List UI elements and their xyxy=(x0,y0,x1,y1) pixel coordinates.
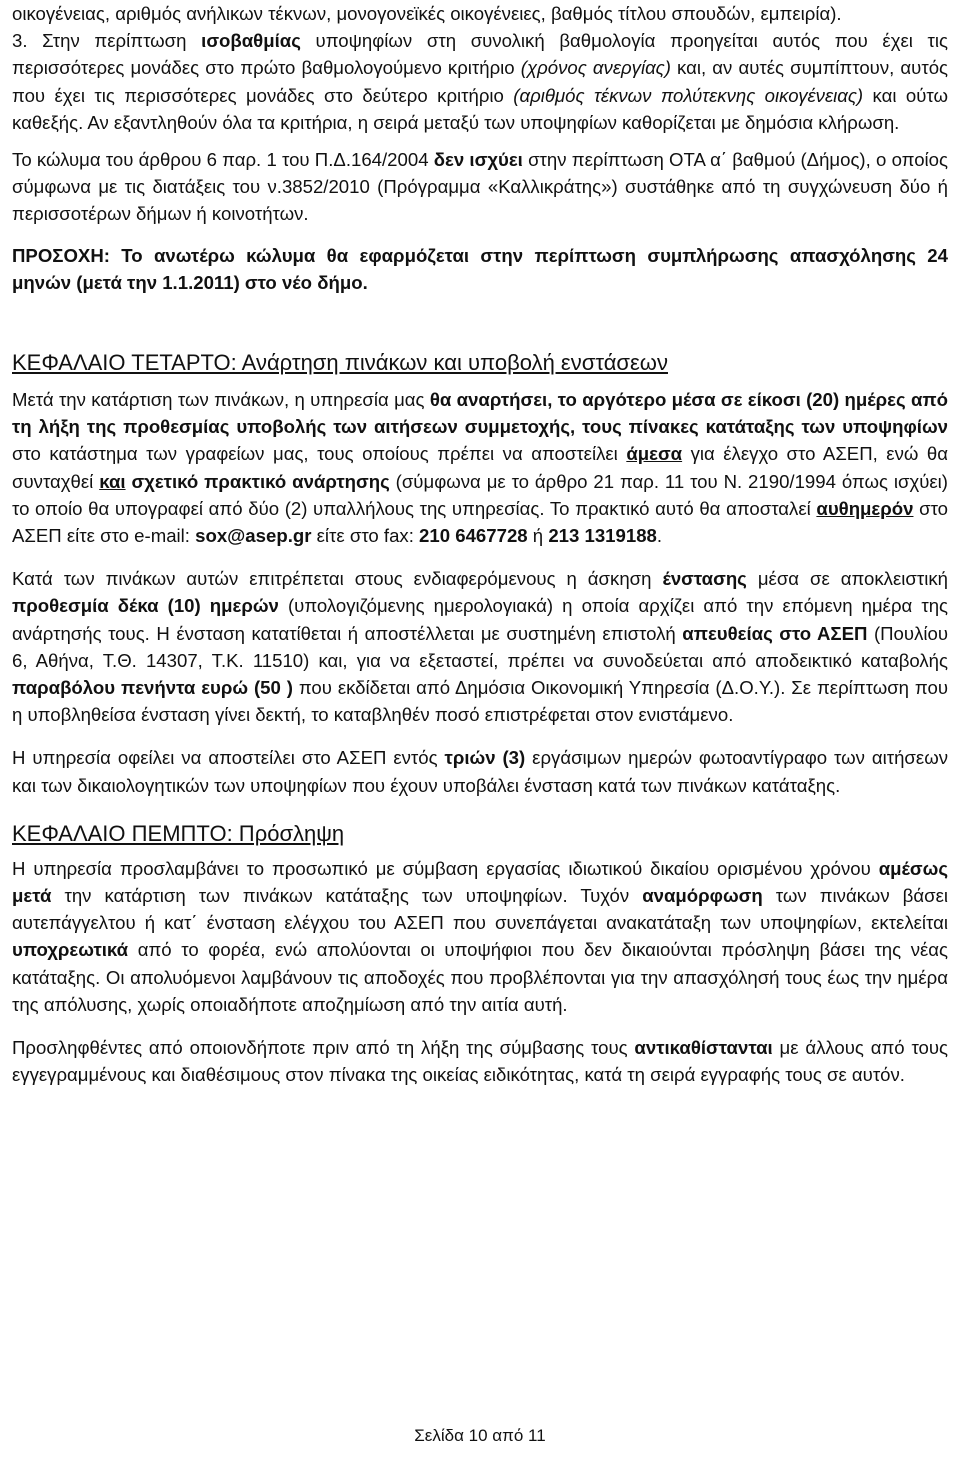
paragraph-objection: Κατά των πινάκων αυτών επιτρέπεται στους ενδιαφερόμενους η άσκηση ένστασης μέσα σε αποκλειστική προθεσμία δέκα (10) ημερών (υπολογιζόμενης ημερολογιακά) η οποία αρχίζει από την επόμενη ημέρα της ανάρτησής τους. Η ένσταση κατατίθεται ή αποστέλλεται με συστημένη επιστολή απευθείας στο ΑΣΕΠ (Πουλίου 6, Αθήνα, Τ.Θ. 14307, Τ.Κ. 11510) και, για να εξεταστεί, πρέπει να συνοδεύεται από αποδεικτικό καταβολής παραβόλου πενήντα ευρώ (50 ) που εκδίδεται από Δημόσια Οικονομική Υπηρεσία (Δ.Ο.Υ.). Σε περίπτωση που η υποβληθείσα ένσταση γίνει δεκτή, το καταβληθέν ποσό επιστρέφεται στον ενιστάμενο. xyxy=(12,568,949,726)
paragraph-replacement: Προσληφθέντες από οποιονδήποτε πριν από τη λήξη της σύμβασης τους αντικαθίστανται με άλλους από τους εγγεγραμμένους και διαθέσιμους στον πίνακα της οικείας ειδικότητας, κατά τη σειρά εγγραφής τους σε αυτόν. xyxy=(12,1037,949,1086)
paragraph-posting: Μετά την κατάρτιση των πινάκων, η υπηρεσία μας θα αναρτήσει, το αργότερο μέσα σε είκοσι (20) ημέρες από τη λήξη της προθεσμίας υποβολής των αιτήσεων συμμετοχής, τους πίνακες κατάταξης των υποψηφίων στο κατάστημα των γραφείων μας, τους οποίους πρέπει να αποστείλει άμεσα για έλεγχο στο ΑΣΕΠ, ενώ θα συνταχθεί και σχετικό πρακτικό ανάρτησης (σύμφωνα με το άρθρο 21 παρ. 11 του Ν. 2190/1994 όπως ισχύει) το οποίο θα υπογραφεί από δύο (2) υπαλλήλους της υπηρεσίας. Το πρακτικό αυτό θα αποσταλεί αυθημερόν στο ΑΣΕΠ είτε στο e-mail: sox@asep.gr είτε στο fax: 210 6467728 ή 213 1319188. xyxy=(12,389,948,547)
criteria-tail: οικογένειας, αριθμός ανήλικων τέκνων, μονογονεϊκές οικογένειες, βαθμός τίτλου σπουδών, εμπειρία). xyxy=(12,3,842,24)
page-footer: Σελίδα 10 από 11 xyxy=(414,1426,546,1445)
paragraph-kolyma: Το κώλυμα του άρθρου 6 παρ. 1 του Π.Δ.164/2004 δεν ισχύει στην περίπτωση ΟΤΑ α΄ βαθμού (Δήμος), ο οποίος σύμφωνα με τις διατάξεις του ν.3852/2010 (Πρόγραμμα «Καλλικράτης») συστάθηκε από τη συγχώνευση δύο ή περισσοτέρων δήμων ή κοινοτήτων. xyxy=(12,149,948,225)
fax-number-1: 210 6467728 xyxy=(419,525,528,547)
fax-number-2: 213 1319188 xyxy=(548,525,657,547)
paragraph-criteria: οικογένειας, αριθμός ανήλικων τέκνων, μονογονεϊκές οικογένειες, βαθμός τίτλου σπουδών, εμπειρία). 3. Στην περίπτωση ισοβαθμίας υποψηφίων στη συνολική βαθμολογία προηγείται αυτός που έχει τις περισσότερες μονάδες στο πρώτο βαθμολογούμενο κριτήριο (χρόνος ανεργίας) και, αν αυτές συμπίπτουν, αυτός που έχει τις περισσότερες μονάδες στο δεύτερο κριτήριο (αριθμός τέκνων πολύτεκνης οικογένειας) και ούτω καθεξής. Αν εξαντληθούν όλα τα κριτήρια, η σειρά μεταξύ των υποψηφίων καθορίζεται με δημόσια κλήρωση. xyxy=(12,3,949,133)
paragraph-submission: Η υπηρεσία οφείλει να αποστείλει στο ΑΣΕΠ εντός τριών (3) εργάσιμων ημερών φωτοαντίγραφο των αιτήσεων και των δικαιολογητικών των υποψηφίων που έχουν υποβάλει ένσταση κατά των πινάκων κατάταξης. xyxy=(12,747,949,796)
chapter-four-heading: ΚΕΦΑΛΑΙΟ ΤΕΤΑΡΤΟ: Ανάρτηση πινάκων και υποβολή ενστάσεων xyxy=(12,350,668,376)
paragraph-warning: ΠΡΟΣΟΧΗ: Το ανωτέρω κώλυμα θα εφαρμόζεται στην περίπτωση συμπλήρωσης απασχόλησης 24 μηνών (μετά την 1.1.2011) στο νέο δήμο. xyxy=(12,244,948,293)
paragraph-hiring: Η υπηρεσία προσλαμβάνει το προσωπικό με σύμβαση εργασίας ιδιωτικού δικαίου ορισμένου χρόνου αμέσως μετά την κατάρτιση των πινάκων κατάταξης των υποψηφίων. Τυχόν αναμόρφωση των πινάκων βάσει αυτεπάγγελτου ή κατ΄ ένσταση ελέγχου του ΑΣΕΠ που συνεπάγεται ανακατάταξη των υποψηφίων, εκτελείται υποχρεωτικά από το φορέα, ενώ απολύονται οι υποψήφιοι που δεν δικαιούνται πρόσληψη βάσει της νέας κατάταξης. Οι απολυόμενοι λαμβάνουν τις αποδοχές που προβλέπονται για την απασχόλησή τους έως την ημέρα της απόλυσης, χωρίς οποιαδήποτε αποζημίωση από την αιτία αυτή. xyxy=(12,857,948,1015)
document-page xyxy=(12,0,948,1089)
chapter-five-heading: ΚΕΦΑΛΑΙΟ ΠΕΜΠΤΟ: Πρόσληψη xyxy=(12,820,345,846)
email-link[interactable]: sox@asep.gr xyxy=(195,525,312,547)
